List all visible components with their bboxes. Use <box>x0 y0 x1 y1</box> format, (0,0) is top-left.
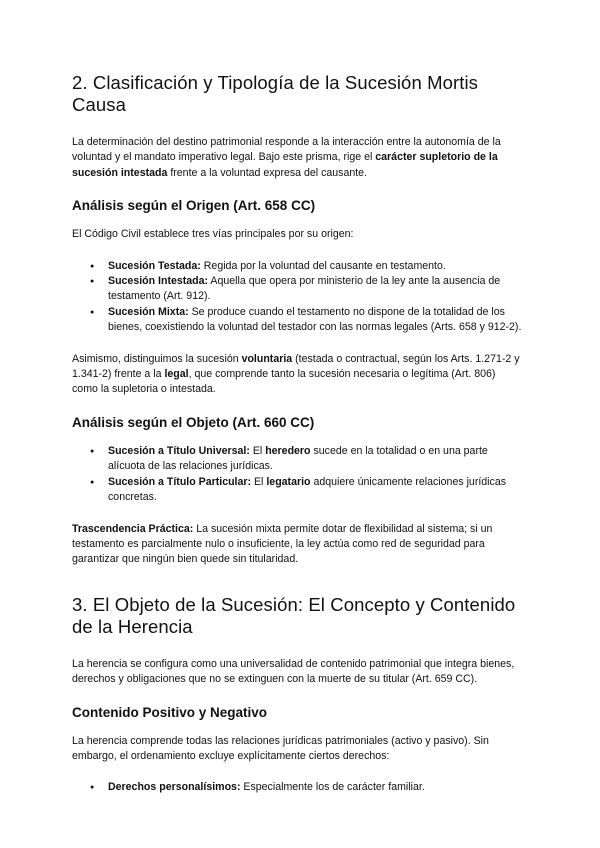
list-item-text: Aquella que opera por ministerio de la ley ante la ausencia de testamento (Art. 912). <box>108 275 501 303</box>
list-item-label: Sucesión Testada: <box>108 259 201 272</box>
list-item <box>72 305 524 336</box>
list-item <box>72 475 524 506</box>
list-item-label: Sucesión Intestada: <box>108 275 209 288</box>
objeto-heading: Análisis según el Objeto (Art. 660 CC) <box>72 414 315 430</box>
section-3-title: 3. El Objeto de la Sucesión: El Concepto y Contenido de la Herencia <box>72 593 516 637</box>
list-item-text: Regida por la voluntad del causante en testamento. <box>200 259 446 272</box>
list-item-bold: legatario <box>266 475 311 488</box>
list-item-text: Se produce cuando el testamento no dispone de la totalidad de los bienes, coexistiendo la voluntad del testador con las normas legales (Arts. 658 y 912-2). <box>108 305 522 334</box>
asimismo-text-3: , que comprende tanto la sucesión necesaria o legítima (Art. 806) como la supletoria o intestada. <box>72 368 496 396</box>
origen-list <box>72 259 524 336</box>
document-page <box>72 72 524 812</box>
list-item <box>72 444 524 475</box>
intro-text-2: frente a la voluntad expresa del causante. <box>167 166 368 179</box>
list-item-label: Derechos personalísimos: <box>108 781 241 794</box>
origen-heading: Análisis según el Origen (Art. 658 CC) <box>72 198 316 214</box>
contenido-list <box>72 780 524 795</box>
list-item-bold: heredero <box>265 444 311 457</box>
asimismo-paragraph <box>72 352 524 398</box>
list-item-text: El <box>251 475 267 488</box>
asimismo-bold-2: legal <box>164 368 189 381</box>
asimismo-text-1: Asimismo, distinguimos la sucesión <box>72 352 242 365</box>
trascendencia-paragraph <box>72 522 524 568</box>
trascendencia-text: La sucesión mixta permite dotar de flexibilidad al sistema; si un testamento es parcialmente nulo o insuficiente, la ley actúa como red de seguridad para garantizar que ningún bien quede sin titularidad. <box>72 522 493 566</box>
list-item-text: El <box>249 444 266 457</box>
list-item-text: adquiere únicamente relaciones jurídicas concretas. <box>108 475 507 504</box>
intro-bold-1: carácter supletorio de la sucesión intestada <box>72 151 498 179</box>
intro-text-1: La determinación del destino patrimonial responde a la interacción entre la autonomía de la voluntad y el mandato imperativo legal. Bajo este prisma, rige el <box>72 136 501 164</box>
list-item-text: sucede en la totalidad o en una parte alícuota de las relaciones jurídicas. <box>108 444 488 473</box>
list-item-label: Sucesión a Título Universal: <box>108 444 250 457</box>
objeto-list <box>72 444 524 506</box>
list-item <box>72 780 524 795</box>
asimismo-text-2: (testada o contractual, según los Arts. 1.271-2 y 1.341-2) frente a la <box>72 352 520 381</box>
contenido-heading: Contenido Positivo y Negativo <box>72 704 268 720</box>
list-item <box>72 259 524 274</box>
section-3-intro: La herencia se configura como una universalidad de contenido patrimonial que integra bienes, derechos y obligaciones que no se extinguen con la muerte de su titular (Art. 659 CC). <box>72 657 515 686</box>
contenido-lead: La herencia comprende todas las relaciones jurídicas patrimoniales (activo y pasivo). Sin embargo, el ordenamiento excluye explícitamente ciertos derechos: <box>72 734 489 762</box>
list-item <box>72 274 524 305</box>
list-item-text: Especialmente los de carácter familiar. <box>240 781 425 794</box>
list-item-label: Sucesión Mixta: <box>108 305 189 318</box>
list-item-label: Sucesión a Título Particular: <box>108 475 252 488</box>
origen-lead: El Código Civil establece tres vías principales por su origen: <box>72 228 354 241</box>
section-2-title: 2. Clasificación y Tipología de la Sucesión Mortis Causa <box>72 72 479 115</box>
section-2-intro <box>72 135 524 181</box>
trascendencia-label: Trascendencia Práctica: <box>72 522 194 535</box>
asimismo-bold-1: voluntaria <box>241 352 293 365</box>
